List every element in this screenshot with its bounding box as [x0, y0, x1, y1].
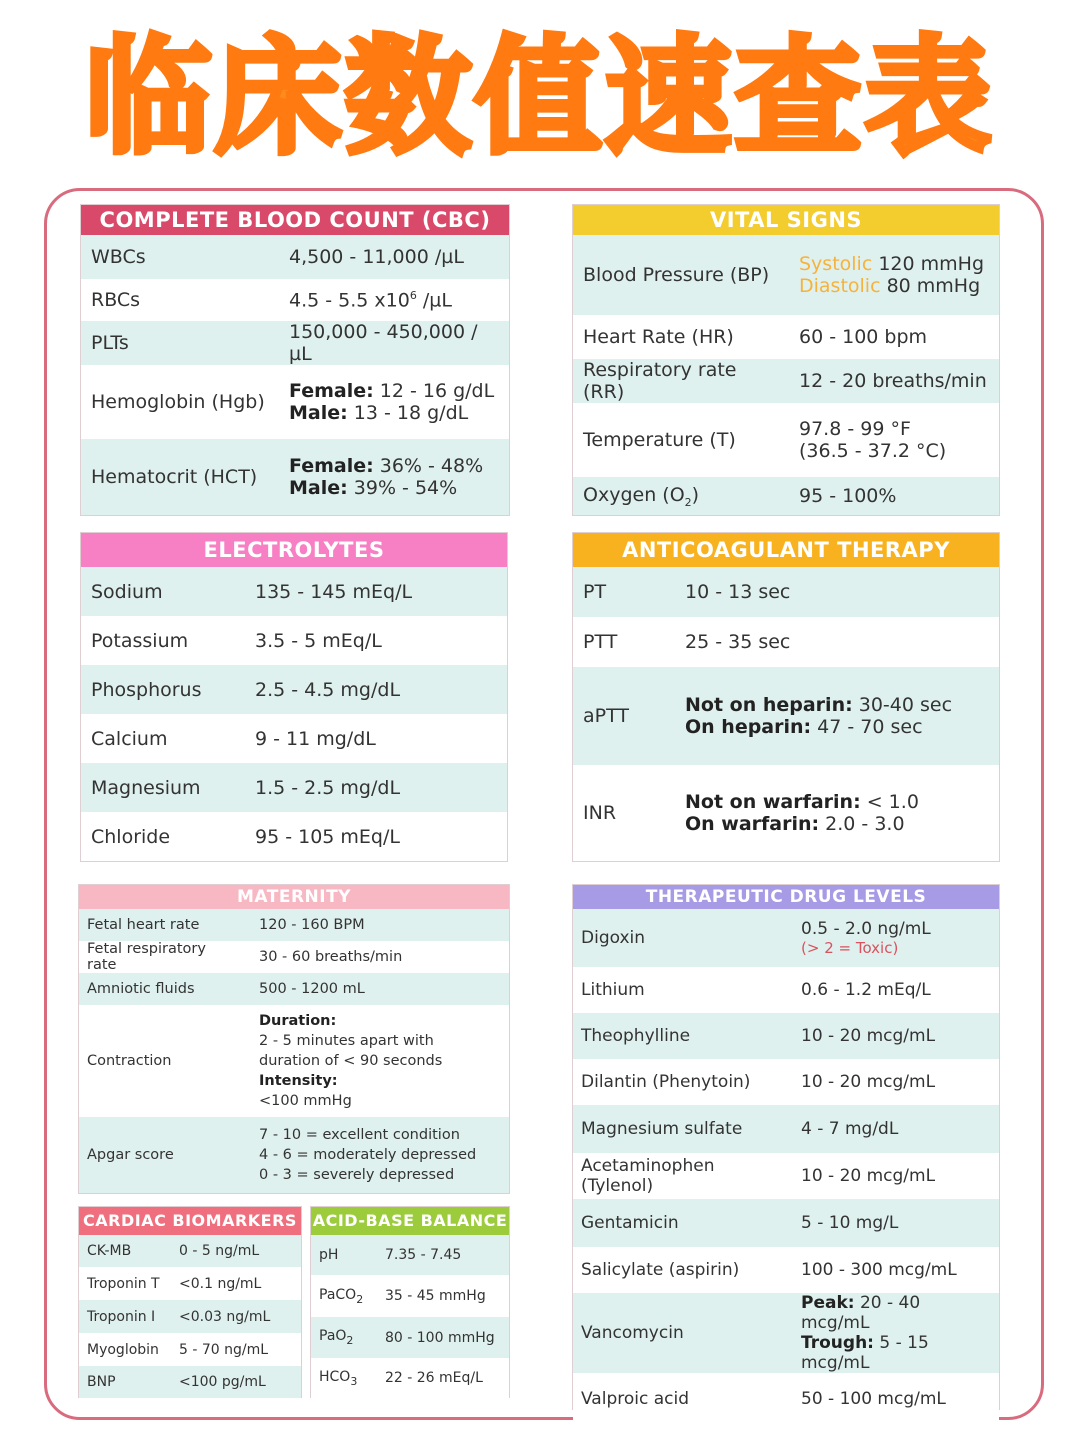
row-value: 95 - 105 mEq/L	[245, 812, 507, 861]
row-label: WBCs	[81, 235, 279, 279]
row-label: Sodium	[81, 567, 245, 616]
anticoag-header: ANTICOAGULANT THERAPY	[573, 533, 999, 567]
row-value: 60 - 100 bpm	[789, 315, 999, 359]
row-label: INR	[573, 765, 675, 861]
row-label: Valproic acid	[573, 1373, 791, 1425]
table-row	[79, 1117, 509, 1193]
table-row	[311, 1358, 509, 1398]
row-value: 100 - 300 mcg/mL	[791, 1247, 999, 1293]
row-label: CK-MB	[79, 1235, 175, 1267]
row-value: 97.8 - 99 °F (36.5 - 37.2 °C)	[789, 403, 999, 477]
acidbase-card	[310, 1206, 510, 1398]
electrolytes-card	[80, 532, 508, 862]
row-label: Heart Rate (HR)	[573, 315, 789, 359]
table-row	[573, 315, 999, 359]
row-value: 0 - 5 ng/mL	[175, 1235, 301, 1267]
drugs-card	[572, 884, 1000, 1410]
table-row	[79, 1005, 509, 1117]
acidbase-table	[311, 1235, 509, 1398]
table-row	[81, 616, 507, 665]
row-label: Dilantin (Phenytoin)	[573, 1059, 791, 1105]
table-row	[573, 667, 999, 765]
drugs-table	[573, 909, 999, 1425]
row-label: aPTT	[573, 667, 675, 765]
table-row	[81, 714, 507, 763]
table-row	[573, 359, 999, 403]
row-label: Digoxin	[573, 909, 791, 967]
row-value: 7 - 10 = excellent condition 4 - 6 = moderately depressed 0 - 3 = severely depressed	[249, 1117, 509, 1193]
table-row	[79, 1300, 301, 1333]
row-value: 50 - 100 mcg/mL	[791, 1373, 999, 1425]
cardiac-card	[78, 1206, 302, 1398]
row-value: 7.35 - 7.45	[381, 1235, 509, 1275]
row-value: 3.5 - 5 mEq/L	[245, 616, 507, 665]
row-label: Troponin T	[79, 1267, 175, 1300]
table-row	[79, 941, 509, 973]
row-value: 80 - 100 mmHg	[381, 1317, 509, 1358]
cbc-table	[81, 235, 509, 515]
row-value: <0.03 ng/mL	[175, 1300, 301, 1333]
row-value: 150,000 - 450,000 /µL	[279, 321, 509, 365]
row-label: PaCO$_2$	[311, 1275, 381, 1317]
table-row	[81, 365, 509, 439]
row-label: Fetal heart rate	[79, 909, 249, 941]
row-label: Oxygen $(O_2)$	[573, 477, 789, 515]
row-label: Theophylline	[573, 1013, 791, 1059]
row-label: Gentamicin	[573, 1199, 791, 1247]
table-row	[79, 1333, 301, 1366]
row-label: Potassium	[81, 616, 245, 665]
table-row	[81, 567, 507, 616]
table-row	[81, 321, 509, 365]
maternity-card	[78, 884, 510, 1194]
row-label: PTT	[573, 617, 675, 667]
row-label: Apgar score	[79, 1117, 249, 1193]
row-value: 12 - 20 breaths/min	[789, 359, 999, 403]
row-value: Systolic 120 mmHg Diastolic 80 mmHg	[789, 235, 999, 315]
row-label: Lithium	[573, 967, 791, 1013]
anticoag-card	[572, 532, 1000, 862]
table-row	[81, 279, 509, 321]
vitals-card	[572, 204, 1000, 516]
row-value: 5 - 70 ng/mL	[175, 1333, 301, 1366]
table-row	[573, 567, 999, 617]
table-row	[573, 1373, 999, 1425]
row-label: Salicylate (aspirin)	[573, 1247, 791, 1293]
acidbase-header: ACID-BASE BALANCE	[311, 1207, 509, 1235]
row-label: Contraction	[79, 1005, 249, 1117]
cardiac-table	[79, 1235, 301, 1398]
row-value: 5 - 10 mg/L	[791, 1199, 999, 1247]
row-value: 0.5 - 2.0 ng/mL (> 2 = Toxic)	[791, 909, 999, 967]
table-row	[573, 1293, 999, 1373]
row-value: 9 - 11 mg/dL	[245, 714, 507, 763]
row-value: 4.5 - 5.5 $x10^6$ /µL	[279, 279, 509, 321]
table-row	[573, 235, 999, 315]
row-label: Calcium	[81, 714, 245, 763]
table-row	[573, 1153, 999, 1199]
table-row	[311, 1235, 509, 1275]
row-value: 30 - 60 breaths/min	[249, 941, 509, 973]
row-value: Peak: 20 - 40 mcg/mL Trough: 5 - 15 mcg/mL	[791, 1293, 999, 1373]
row-label: RBCs	[81, 279, 279, 321]
table-row	[81, 665, 507, 714]
table-row	[573, 765, 999, 861]
row-value: 2.5 - 4.5 mg/dL	[245, 665, 507, 714]
row-label: Acetaminophen (Tylenol)	[573, 1153, 791, 1199]
table-row	[79, 973, 509, 1005]
table-row	[79, 909, 509, 941]
table-row	[573, 1199, 999, 1247]
row-label: Temperature (T)	[573, 403, 789, 477]
electrolytes-table	[81, 567, 507, 861]
row-value: <0.1 ng/mL	[175, 1267, 301, 1300]
row-value: Not on heparin: 30-40 sec On heparin: 47 - 70 sec	[675, 667, 999, 765]
row-value: 0.6 - 1.2 mEq/L	[791, 967, 999, 1013]
row-value: 10 - 20 mcg/mL	[791, 1059, 999, 1105]
table-row	[81, 812, 507, 861]
table-row	[81, 763, 507, 812]
row-value: 10 - 20 mcg/mL	[791, 1153, 999, 1199]
vitals-table	[573, 235, 999, 515]
row-value: 120 - 160 BPM	[249, 909, 509, 941]
row-label: $HCO_3$	[311, 1358, 381, 1398]
table-row	[573, 909, 999, 967]
table-row	[573, 967, 999, 1013]
table-row	[311, 1317, 509, 1358]
row-value: Female: 12 - 16 g/dL Male: 13 - 18 g/dL	[279, 365, 509, 439]
electrolytes-header: ELECTROLYTES	[81, 533, 507, 567]
row-label: PT	[573, 567, 675, 617]
table-row	[573, 617, 999, 667]
row-label: Troponin I	[79, 1300, 175, 1333]
table-row	[573, 403, 999, 477]
row-label: Amniotic fluids	[79, 973, 249, 1005]
table-row	[79, 1366, 301, 1398]
maternity-table	[79, 909, 509, 1193]
row-value: 4,500 - 11,000 /µL	[279, 235, 509, 279]
row-label: Magnesium	[81, 763, 245, 812]
row-value: 35 - 45 mmHg	[381, 1275, 509, 1317]
row-label: pH	[311, 1235, 381, 1275]
anticoag-table	[573, 567, 999, 861]
row-label: Myoglobin	[79, 1333, 175, 1366]
row-value: Female: 36% - 48% Male: 39% - 54%	[279, 439, 509, 515]
row-value: 1.5 - 2.5 mg/dL	[245, 763, 507, 812]
page-title: 临床数值速查表	[85, 24, 995, 171]
row-label: Chloride	[81, 812, 245, 861]
maternity-header: MATERNITY	[79, 885, 509, 909]
table-row	[81, 439, 509, 515]
table-row	[311, 1275, 509, 1317]
row-value: 10 - 13 sec	[675, 567, 999, 617]
row-value: 10 - 20 mcg/mL	[791, 1013, 999, 1059]
row-label: PLTs	[81, 321, 279, 365]
cbc-card	[80, 204, 510, 516]
row-label: Hemoglobin (Hgb)	[81, 365, 279, 439]
row-label: Respiratory rate (RR)	[573, 359, 789, 403]
vitals-header: VITAL SIGNS	[573, 205, 999, 235]
table-row	[79, 1235, 301, 1267]
row-value: Not on warfarin: < 1.0 On warfarin: 2.0 - 3.0	[675, 765, 999, 861]
row-value: 95 - 100%	[789, 477, 999, 515]
row-label: Magnesium sulfate	[573, 1105, 791, 1153]
row-value: 500 - 1200 mL	[249, 973, 509, 1005]
row-value: 25 - 35 sec	[675, 617, 999, 667]
row-label: Fetal respiratory rate	[79, 941, 249, 973]
row-value: 4 - 7 mg/dL	[791, 1105, 999, 1153]
drugs-header: THERAPEUTIC DRUG LEVELS	[573, 885, 999, 909]
table-row	[573, 1247, 999, 1293]
table-row	[81, 235, 509, 279]
cardiac-header: CARDIAC BIOMARKERS	[79, 1207, 301, 1235]
row-label: BNP	[79, 1366, 175, 1398]
row-label: PaO$_2$	[311, 1317, 381, 1358]
row-label: Hematocrit (HCT)	[81, 439, 279, 515]
table-row	[573, 1059, 999, 1105]
table-row	[573, 1105, 999, 1153]
row-value: <100 pg/mL	[175, 1366, 301, 1398]
row-label: Blood Pressure (BP)	[573, 235, 789, 315]
table-row	[573, 477, 999, 515]
row-value: 135 - 145 mEq/L	[245, 567, 507, 616]
row-label: Phosphorus	[81, 665, 245, 714]
row-label: Vancomycin	[573, 1293, 791, 1373]
table-row	[79, 1267, 301, 1300]
row-value: Duration: 2 - 5 minutes apart with duration of < 90 seconds Intensity: <100 mmHg	[249, 1005, 509, 1117]
cbc-header: COMPLETE BLOOD COUNT (CBC)	[81, 205, 509, 235]
table-row	[573, 1013, 999, 1059]
row-value: 22 - 26 mEq/L	[381, 1358, 509, 1398]
